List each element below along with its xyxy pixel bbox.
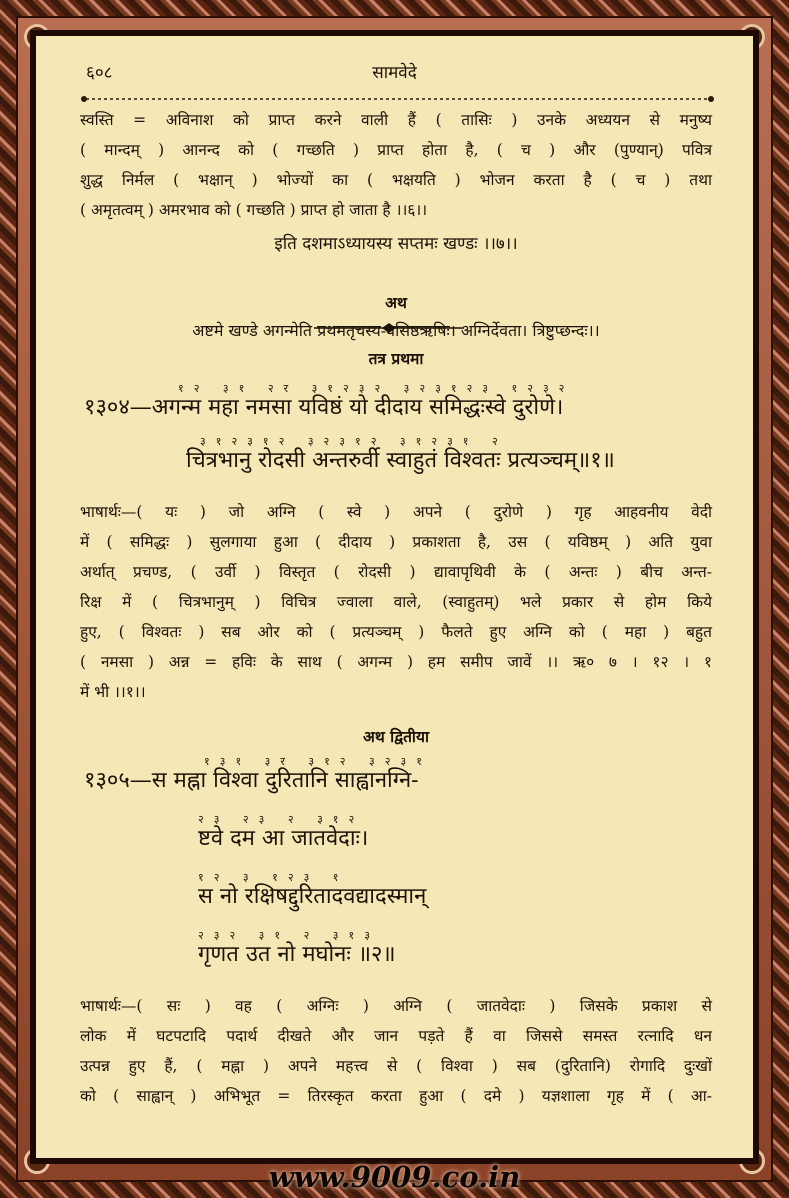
text-line: भाषार्थः—( यः ) जो अग्नि ( स्वे ) अपने ( दुरोणे ) गृह आहवनीय वेदी bbox=[80, 503, 712, 521]
mantra-line: गृणत उत नो मघोनः ॥२॥ bbox=[198, 942, 396, 967]
text-line: ( नमसा ) अन्न = हविः के साथ ( अगन्म ) हम समीप जावें ।। ऋ० ७ । १२ । १ bbox=[80, 653, 712, 671]
mantra-line: स नो रक्षिषद्दुरितादवद्यादस्मान् bbox=[198, 884, 427, 909]
book-title: सामवेदे bbox=[372, 63, 417, 83]
text-line: स्वस्ति = अविनाश को प्राप्त करने वाली हैं ( तासिः ) उनके अध्ययन से मनुष्य bbox=[80, 111, 712, 129]
mantra-line: चित्रभानु रोदसी अन्तरुर्वी स्वाहुतं विश्वतः प्रत्यञ्चम्॥१॥ bbox=[186, 448, 615, 473]
mantra-line: १३०४—अगन्म महा नमसा यविष्ठं यो दीदाय समिद्धःस्वे दुरोणे। bbox=[84, 395, 564, 420]
khanda-intro: अष्टमे खण्डे अगन्मेति प्रथमतृचस्य-वसिष्ठऋषिः। अग्निर्देवता। त्रिष्टुप्छन्दः।। bbox=[192, 321, 600, 340]
page-number: ६०८ bbox=[86, 63, 113, 83]
header-ornament-rule bbox=[80, 92, 715, 106]
text-line: हुए, ( विश्वतः ) सब ओर को ( प्रत्यञ्चम् ) फैलते हुए अग्नि को ( महा ) बहुत bbox=[80, 623, 712, 641]
book-page bbox=[36, 36, 753, 1158]
text-line: अर्थात् प्रचण्ड, ( उर्वी ) विस्तृत ( रोदसी ) द्यावापृथिवी के ( अन्तः ) बीच अन्त- bbox=[80, 563, 712, 581]
text-line: भाषार्थः—( सः ) वह ( अग्निः ) अग्नि ( जातवेदाः ) जिसके प्रकाश से bbox=[80, 997, 712, 1015]
page-header bbox=[76, 58, 713, 84]
svara-accent-marks: १२ ३१ २र ३१२३२ ३२३१२३ १२३२ bbox=[178, 382, 575, 395]
svara-accent-marks: २३ २३ २ ३१२ bbox=[198, 813, 365, 826]
svara-accent-marks: १२ ३ १२३ १ bbox=[198, 871, 349, 884]
section-closing: इति दशमाऽध्यायस्य सप्तमः खण्डः ।।७।। bbox=[274, 234, 518, 254]
text-line: को ( साह्वान् ) अभिभूत = तिरस्कृत करता हुआ ( दमे ) यज्ञशाला गृह में ( आ- bbox=[80, 1087, 712, 1105]
text-line: रिक्ष में ( चित्रभानुम् ) विचित्र ज्वाला वाले, (स्वाहुतम्) भले प्रकार से होम किये bbox=[80, 593, 712, 611]
section-heading-prathama: तत्र प्रथमा bbox=[368, 349, 424, 368]
mantra-line: ष्टवे दम आ जातवेदाः। bbox=[198, 826, 369, 851]
section-heading-dvitiya: अथ द्वितीया bbox=[363, 727, 429, 746]
svara-accent-marks: १३१ ३र ३१२ ३२३१ bbox=[204, 755, 432, 768]
website-watermark: www.9009.co.in bbox=[268, 1160, 521, 1194]
text-line: ( मान्दम् ) आनन्द को ( गच्छति ) प्राप्त होता है, ( च ) और (पुण्यान्) पवित्र bbox=[80, 141, 712, 159]
text-line: में भी ।।१।। bbox=[80, 683, 146, 701]
section-heading-atha: अथ bbox=[385, 293, 407, 312]
text-line: लोक में घटपटादि पदार्थ दीखते और जान पड़ते हैं वा जिससे समस्त रत्नादि धन bbox=[80, 1027, 712, 1045]
mantra-line: १३०५—स मह्ना विश्वा दुरितानि साह्वानग्नि- bbox=[84, 768, 419, 793]
text-line: शुद्ध निर्मल ( भक्षान् ) भोज्यों का ( भक्षयति ) भोजन करता है ( च ) तथा bbox=[80, 171, 712, 189]
svara-accent-marks: ३१२३१२ ३२३१२ ३१२३१ २ bbox=[200, 435, 508, 448]
text-line: ( अमृतत्वम् ) अमरभाव को ( गच्छति ) प्राप्त हो जाता है ।।६।। bbox=[80, 201, 428, 219]
svara-accent-marks: २३२ ३१ २ ३१३ bbox=[198, 929, 380, 942]
text-line: में ( समिद्धः ) सुलगाया हुआ ( दीदाय ) प्रकाशता है, उस ( यविष्ठम् ) अति युवा bbox=[80, 533, 712, 551]
text-line: उत्पन्न हुए हैं, ( मह्ना ) अपने महत्त्व से ( विश्वा ) सब (दुरितानि) रोगादि दुःखों bbox=[80, 1057, 712, 1075]
